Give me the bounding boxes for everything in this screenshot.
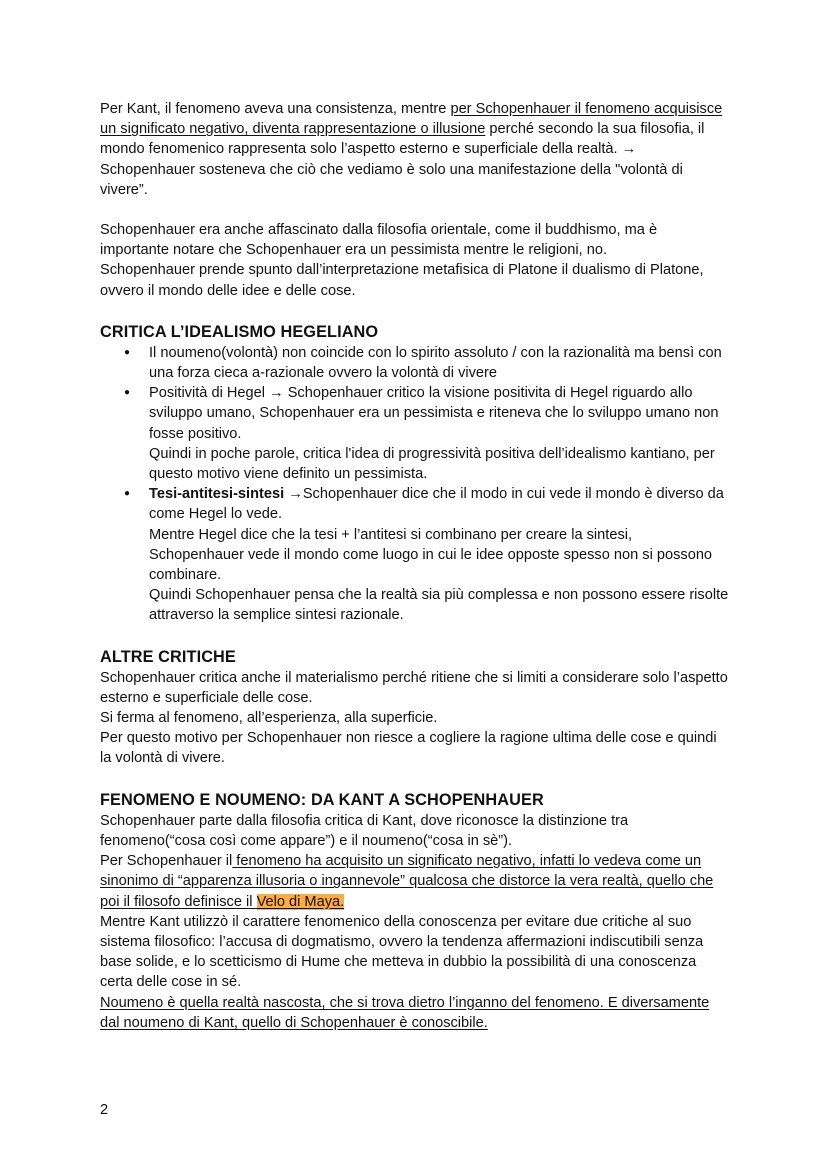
text-run: Per Kant, il fenomeno aveva una consistenza, mentre [100, 101, 451, 117]
text-run: Positività di Hegel → Schopenhauer critico la visione positivita di Hegel riguardo allo sviluppo umano, Schopenhauer era un pessimista e riteneva che lo sviluppo umano non fosse positivo. [149, 385, 719, 442]
altre-paragraph-3: Per questo motivo per Schopenhauer non riesce a cogliere la ragione ultima delle cose e quindi la volontà di vivere. [100, 730, 717, 767]
intro-paragraph-2: Schopenhauer era anche affascinato dalla filosofia orientale, come il buddhismo, ma è importante notare che Schopenhauer era un pessimista mentre le religioni, no. [100, 222, 658, 259]
altre-paragraph-2: Si ferma al fenomeno, all’esperienza, alla superficie. [100, 710, 438, 727]
text-run: Mentre Hegel dice che la tesi + l’antitesi si combinano per creare la sintesi, Schopenhauer vede il mondo come luogo in cui le idee opposte spesso non si possono combinare. [149, 526, 713, 584]
text-run: Quindi in poche parole, critica l'idea di progressività positiva dell’idealismo kantiano, per questo motivo viene definito un pessimista. [149, 445, 715, 483]
text-run: Per Schopenhauer il [100, 853, 233, 870]
fenomeno-paragraph-4: Noumeno è quella realtà nascosta, che si trova dietro l’inganno del fenomeno. E diversamente dal noumeno di Kant, quello di Schopenhauer è conoscibile. [100, 994, 710, 1031]
bullet-item-tesi [100, 484, 730, 625]
text-run: perché secondo la sua filosofia, il mondo fenomenico rappresenta solo l’aspetto esterno e superficiale della realtà. → Schopenhauer sosteneva che ciò che vediamo è solo una manifestazione della "volontà di vivere”. [100, 121, 705, 198]
altre-paragraph-1: Schopenhauer critica anche il materialismo perché ritiene che si limiti a considerare solo l’aspetto esterno e superficiale delle cose. [100, 669, 728, 706]
intro-paragraph-1 [100, 99, 730, 200]
section-heading-altre-critiche: ALTRE CRITICHE [100, 647, 236, 666]
fenomeno-paragraph-1: Schopenhauer parte dalla filosofia critica di Kant, dove riconosce la distinzione tra fenomeno(“cosa così come appare”) e il noumeno(“cosa in sè”). [100, 812, 629, 849]
text-run: →Schopenhauer dice che il modo in cui vede il mondo è diverso da come Hegel lo vede. [149, 486, 724, 523]
bold-term: Tesi-antitesi-sintesi [149, 486, 285, 503]
text-run: Il noumeno(volontà) non coincide con lo spirito assoluto / con la razionalità ma bensì con una forza cieca a-razionale ovvero la volontà di vivere [149, 344, 722, 382]
section-heading-critica: CRITICA L’IDEALISMO HEGELIANO [100, 322, 379, 341]
highlighted-text: Velo di Maya. [256, 893, 345, 910]
page-number: 2 [100, 1102, 109, 1118]
intro-paragraph-3: Schopenhauer prende spunto dall’interpretazione metafisica di Platone il dualismo di Platone, ovvero il mondo delle idee e delle cose. [100, 262, 704, 299]
underlined-text: per Schopenhauer il fenomeno acquisisce un significato negativo, diventa rappresentazione o illusione [100, 101, 723, 138]
page-content [100, 99, 730, 1033]
fenomeno-paragraph-3: Mentre Kant utilizzò il carattere fenomenico della conoscenza per evitare due critiche al suo sistema filosofico: l’accusa di dogmatismo, ovvero la tendenza affermazioni indiscutibili senza base solide, e lo scetticismo di Hume che metteva in dubbio la possibilità di una conoscenza certa delle cose in sé. [100, 913, 704, 991]
fenomeno-paragraph-2 [100, 851, 730, 912]
bullet-item-positivita [100, 383, 730, 484]
text-run: Quindi Schopenhauer pensa che la realtà sia più complessa e non possono essere risolte attraverso la semplice sintesi razionale. [149, 587, 729, 624]
bullet-item-noumeno [100, 343, 730, 383]
critica-bullet-list [100, 343, 730, 626]
underlined-text: fenomeno ha acquisito un significato negativo, infatti lo vedeva come un sinonimo di “apparenza illusoria o ingannevole” qualcosa che distorce la vera realtà, quello che poi il filosofo definisce il [100, 853, 714, 910]
section-heading-fenomeno-noumeno: FENOMENO E NOUMENO: DA KANT A SCHOPENHAUER [100, 790, 544, 809]
